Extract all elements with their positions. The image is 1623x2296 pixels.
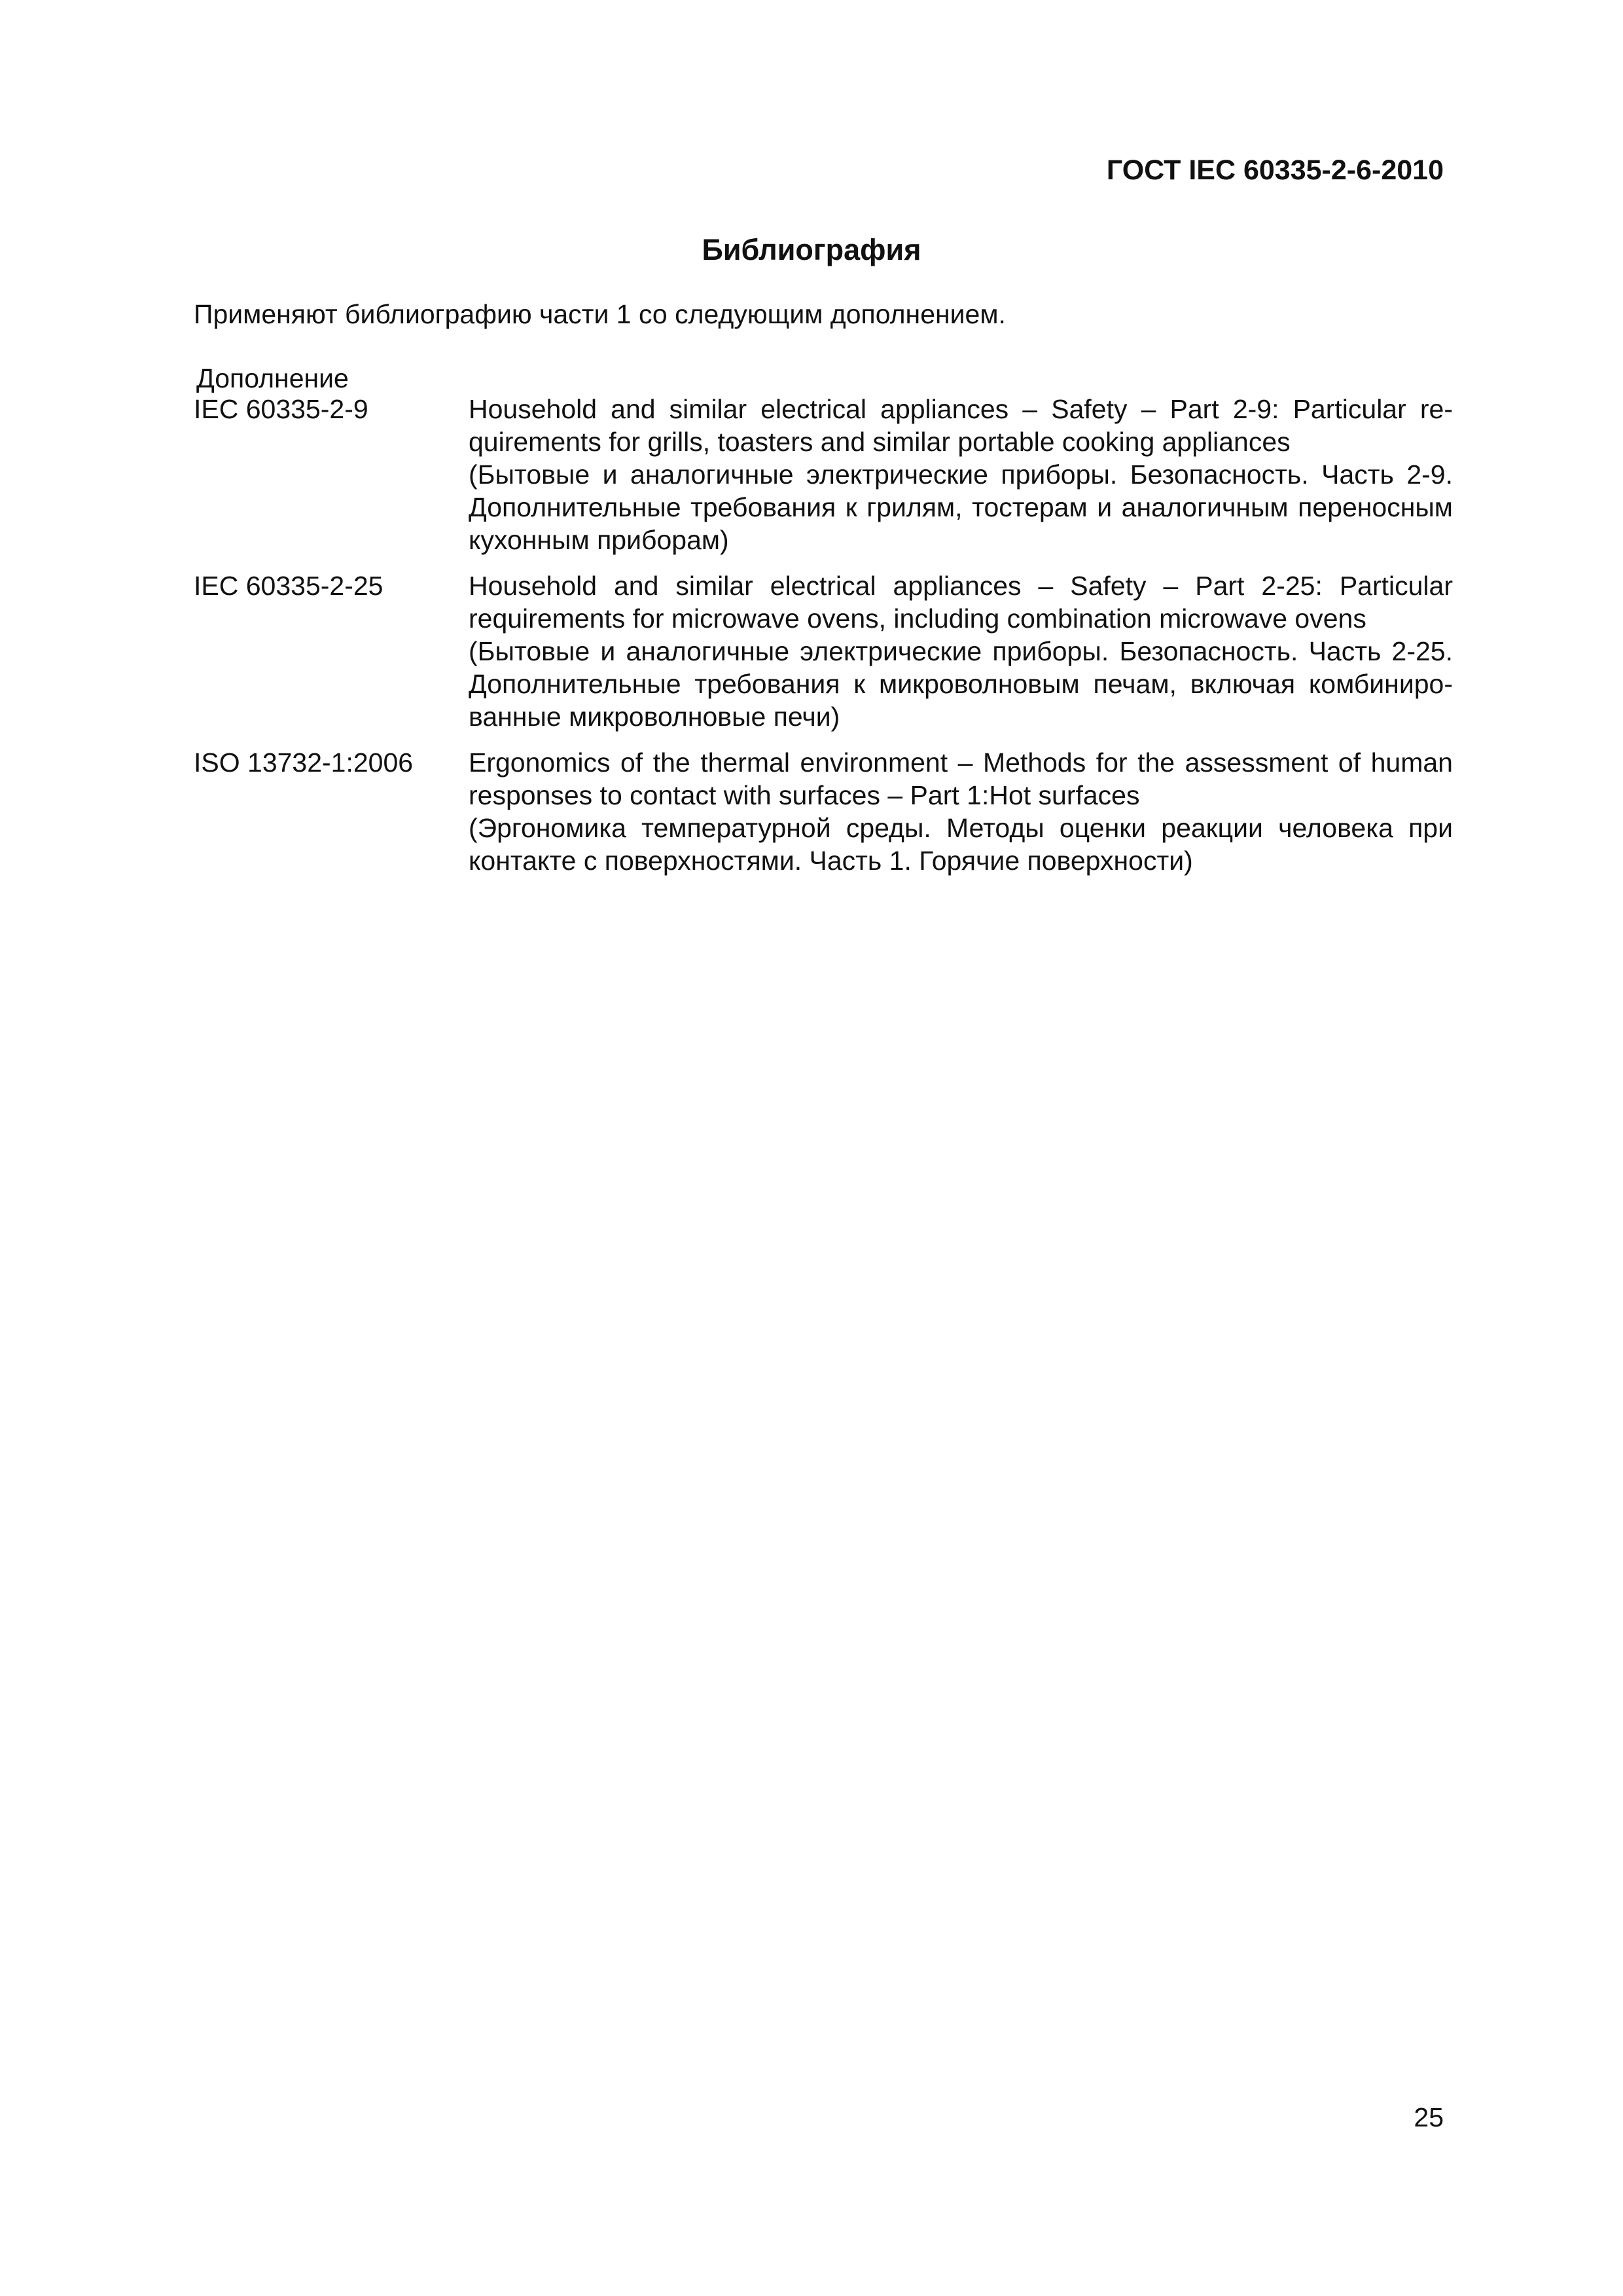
bibliography-body xyxy=(469,569,1453,733)
bibliography-entry xyxy=(194,746,1453,877)
bibliography-title-ru: (Бытовые и аналогичные электрические приборы. Безопасность. Часть 2-25. Дополнительные требования к микроволновым печам, включая комбинированные микроволновые печи) xyxy=(469,636,1453,732)
bibliography-body xyxy=(469,393,1453,556)
bibliography-body xyxy=(469,746,1453,877)
bibliography-entry xyxy=(194,393,1453,556)
bibliography-title-ru: (Бытовые и аналогичные электрические приборы. Безопасность. Часть 2-9. Дополнительные требования к грилям, тостерам и аналогичным переносным кухонным приборам) xyxy=(469,459,1453,555)
bibliography-title-en: Household and similar electrical appliances – Safety – Part 2-25: Particular requirements for microwave ovens, including combination microwave ovens xyxy=(469,571,1453,634)
page-number: 25 xyxy=(1414,2102,1444,2132)
bibliography-code: IEC 60335-2-25 xyxy=(194,571,383,601)
bibliography-code: ISO 13732-1:2006 xyxy=(194,747,414,778)
bibliography-title-en: Household and similar electrical appliances – Safety – Part 2-9: Particular requirements for grills, toasters and similar portable cooking appliances xyxy=(469,394,1453,457)
bibliography-title-en: Ergonomics of the thermal environment – Methods for the assessment of human responses to contact with surfaces – Part 1:Hot surfaces xyxy=(469,747,1453,810)
bibliography-title-ru: (Эргономика температурной среды. Методы оценки реакции человека при контакте с поверхностями. Часть 1. Горячие поверхности) xyxy=(469,813,1453,876)
section-title: Библиография xyxy=(702,233,921,266)
document-header-id: ГОСТ IEC 60335-2-6-2010 xyxy=(1106,154,1444,186)
bibliography-list xyxy=(194,393,1453,890)
bibliography-entry xyxy=(194,569,1453,733)
bibliography-code: IEC 60335-2-9 xyxy=(194,394,368,424)
intro-paragraph: Применяют библиографию части 1 со следующим дополнением. xyxy=(194,299,1006,329)
supplement-label: Дополнение xyxy=(196,363,349,393)
